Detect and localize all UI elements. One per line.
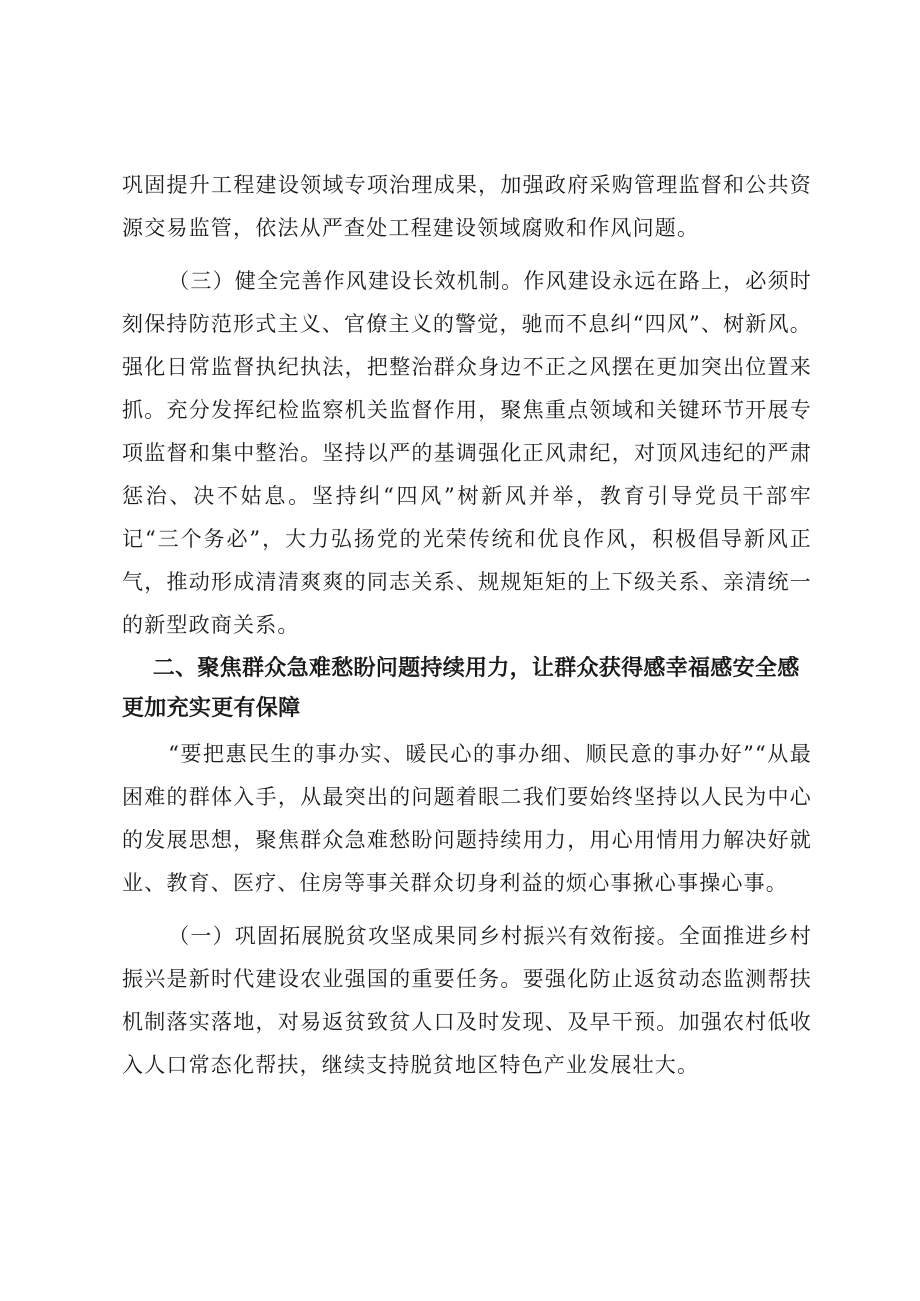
paragraph-continued: 巩固提升工程建设领域专项治理成果，加强政府采购管理监督和公共资源交易监管，依法从严查处工程建设领域腐败和作风问题。 xyxy=(122,173,812,240)
paragraph-quote: “要把惠民生的事办实、暖民心的事办细、顺民意的事办好”“从最困难的群体入手，从最突出的问题着眼二我们要始终坚持以人民为中心的发展思想，聚焦群众急难愁盼问题持续用力，用心用情用力解决好就业、教育、医疗、住房等事关群众切身利益的烦心事揪心事操心事。 xyxy=(122,742,812,895)
spacer xyxy=(122,905,812,915)
section-heading-two: 二、聚焦群众急难愁盼问题持续用力，让群众获得感幸福感安全感更加充实更有保障 xyxy=(122,656,800,721)
paragraph-subsection-one: （一）巩固拓展脱贫攻坚成果同乡村振兴有效衔接。全面推进乡村振兴是新时代建设农业强国的重要任务。要强化防止返贫动态监测帮扶机制落实落地，对易返贫致贫人口及时发现、及早干预。加强农村低收入人口常态化帮扶，继续支持脱贫地区特色产业发展壮大。 xyxy=(122,924,812,1077)
document-body xyxy=(122,164,812,1087)
spacer xyxy=(122,250,812,260)
paragraph-section-three: （三）健全完善作风建设长效机制。作风建设永远在路上，必须时刻保持防范形式主义、官僚主义的警觉，驰而不息纠“四风”、树新风。强化日常监督执纪执法，把整治群众身边不正之风摆在更加突出位置来抓。充分发挥纪检监察机关监督作用，聚焦重点领域和关键环节开展专项监督和集中整治。坚持以严的基调强化正风肃纪，对顶风违纪的严肃惩治、决不姑息。坚持纠“四风”树新风并举，教育引导党员干部牢记“三个务必”，大力弘扬党的光荣传统和优良作风，积极倡导新风正气，推动形成清清爽爽的同志关系、规规矩矩的上下级关系、亲清统一的新型政商关系。 xyxy=(122,269,812,637)
